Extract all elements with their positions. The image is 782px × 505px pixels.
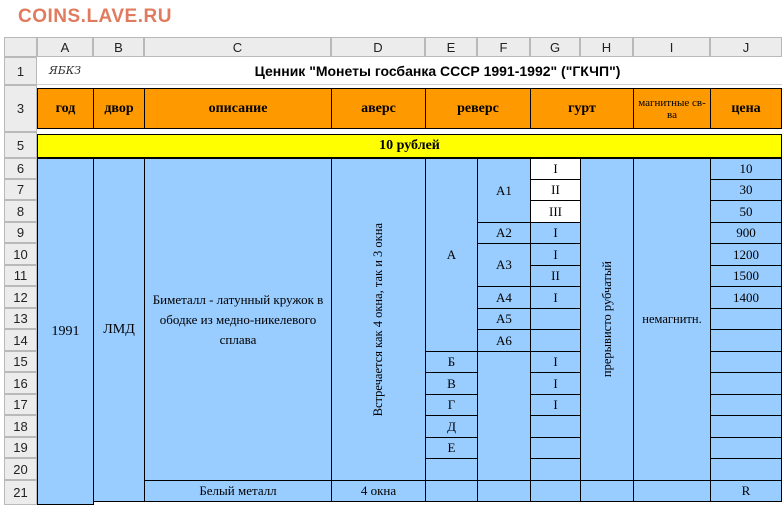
cell-price-14[interactable] [710,329,782,352]
cell-edge-type-6[interactable]: I [530,158,581,180]
row-header-12[interactable]: 12 [4,286,37,308]
row-header-9[interactable]: 9 [4,222,37,243]
cell-edge-type-15[interactable]: I [530,351,581,373]
cell-price-9[interactable]: 900 [710,222,782,244]
cell-edge-type-13[interactable] [530,308,581,330]
cell-description-white-metal[interactable]: Белый металл [144,480,332,502]
column-header-f[interactable]: F [477,37,530,57]
cell-obverse[interactable] [331,158,426,481]
cell-reverse-e[interactable]: Е [425,437,478,459]
header-magnetic[interactable]: магнитные св-ва [633,88,711,129]
cell-edge-type-11[interactable]: II [530,265,581,287]
sheet-title: Ценник "Монеты госбанка СССР 1991-1992" ("ГКЧП") [254,62,621,79]
cell-reverse-b[interactable]: Б [425,351,478,373]
row-header-5[interactable]: 5 [4,132,37,158]
cell-magnetic-21[interactable] [633,480,711,502]
cell-price-10[interactable]: 1200 [710,243,782,266]
column-header-j[interactable]: J [710,37,782,57]
cell-edge-type-12[interactable]: I [530,286,581,309]
corner-select-all[interactable] [4,37,37,57]
row-header-16[interactable]: 16 [4,372,37,394]
cell-mint-lmd[interactable]: ЛМД [93,158,145,502]
cell-year-1991[interactable]: 1991 [37,158,94,505]
cell-price-8[interactable]: 50 [710,200,782,223]
row-header-8[interactable]: 8 [4,200,37,222]
row-header-14[interactable]: 14 [4,329,37,351]
cell-reverse-a4[interactable]: А4 [477,286,531,309]
row-header-7[interactable]: 7 [4,179,37,200]
cell-magnetic[interactable]: немагнитн. [633,158,711,481]
cell-edge-description[interactable] [580,158,634,481]
edge-description-text: прерывисто рубчатый [599,261,614,378]
cell-obverse-4-windows[interactable]: 4 окна [331,480,426,502]
cell-reverse-21[interactable] [425,480,478,502]
column-header-h[interactable]: H [580,37,633,57]
column-header-d[interactable]: D [331,37,425,57]
row-header-20[interactable]: 20 [4,458,37,480]
cell-edge-type-8[interactable]: III [530,200,581,223]
obverse-text: Встречается как 4 окна, так и 3 окна [371,222,385,417]
cell-price-12[interactable]: 1400 [710,286,782,309]
signature-image: ЯБКЗ [48,64,82,77]
cell-edge-type-18[interactable] [530,415,581,438]
row-header-6[interactable]: 6 [4,158,37,179]
cell-price-7[interactable]: 30 [710,179,782,201]
cell-reverse-a1[interactable]: А1 [477,158,531,223]
cell-reverse-a6[interactable]: А6 [477,329,531,352]
cell-reverse-empty-20[interactable] [425,458,478,481]
header-description[interactable]: описание [144,88,332,129]
cell-reverse-d[interactable]: Д [425,415,478,438]
cell-a1[interactable] [37,57,93,85]
cell-edge-description-21[interactable] [580,480,634,502]
cell-edge-type-20[interactable] [530,458,581,481]
cell-reverse-a2[interactable]: А2 [477,222,531,244]
cell-edge-type-14[interactable] [530,329,581,352]
row-header-15[interactable]: 15 [4,351,37,372]
cell-edge-type-19[interactable] [530,437,581,459]
column-header-c[interactable]: C [144,37,331,57]
cell-edge-type-21[interactable] [530,480,581,502]
cell-reverse-g[interactable]: Г [425,394,478,416]
cell-edge-type-16[interactable]: I [530,372,581,395]
cell-reverse-a5[interactable]: А5 [477,308,531,330]
cell-price-19[interactable] [710,437,782,459]
header-reverse[interactable]: реверс [425,88,531,129]
title-cell[interactable] [93,57,782,85]
row-header-18[interactable]: 18 [4,415,37,437]
cell-reverse-a3[interactable]: А3 [477,243,531,287]
cell-edge-type-10[interactable]: I [530,243,581,266]
cell-price-21[interactable]: R [710,480,782,502]
cell-edge-type-7[interactable]: II [530,179,581,201]
column-header-a[interactable]: A [37,37,93,57]
header-obverse[interactable]: аверс [331,88,426,129]
cell-price-6[interactable]: 10 [710,158,782,180]
cell-price-11[interactable]: 1500 [710,265,782,287]
header-price[interactable]: цена [710,88,782,129]
cell-price-13[interactable] [710,308,782,330]
row-header-11[interactable]: 11 [4,265,37,286]
cell-price-15[interactable] [710,351,782,373]
header-year[interactable]: год [37,88,94,129]
cell-price-16[interactable] [710,372,782,395]
row-header-17[interactable]: 17 [4,394,37,415]
header-edge[interactable]: гурт [530,88,634,129]
cell-reverse-a[interactable]: А [425,158,478,352]
column-header-b[interactable]: B [93,37,144,57]
column-header-i[interactable]: I [633,37,710,57]
row-header-10[interactable]: 10 [4,243,37,265]
cell-reverse-sub-empty[interactable] [477,351,531,481]
cell-price-17[interactable] [710,394,782,416]
row-header-19[interactable]: 19 [4,437,37,458]
row-header-1[interactable]: 1 [4,57,37,85]
cell-edge-type-17[interactable]: I [530,394,581,416]
row-header-3[interactable]: 3 [4,85,37,132]
column-header-e[interactable]: E [425,37,477,57]
section-10-rubles[interactable]: 10 рублей [37,134,782,158]
watermark: COINS.LAVE.RU [18,6,172,27]
cell-description[interactable]: Биметалл - латунный кружок в ободке из медно-никелевого сплава [144,158,332,481]
cell-edge-type-9[interactable]: I [530,222,581,244]
cell-price-18[interactable] [710,415,782,438]
header-mint[interactable]: двор [93,88,145,129]
row-header-13[interactable]: 13 [4,308,37,329]
cell-reverse-v[interactable]: В [425,372,478,395]
cell-reverse-sub-21[interactable] [477,480,531,502]
row-header-21[interactable]: 21 [4,480,37,505]
cell-price-20[interactable] [710,458,782,481]
column-header-g[interactable]: G [530,37,580,57]
